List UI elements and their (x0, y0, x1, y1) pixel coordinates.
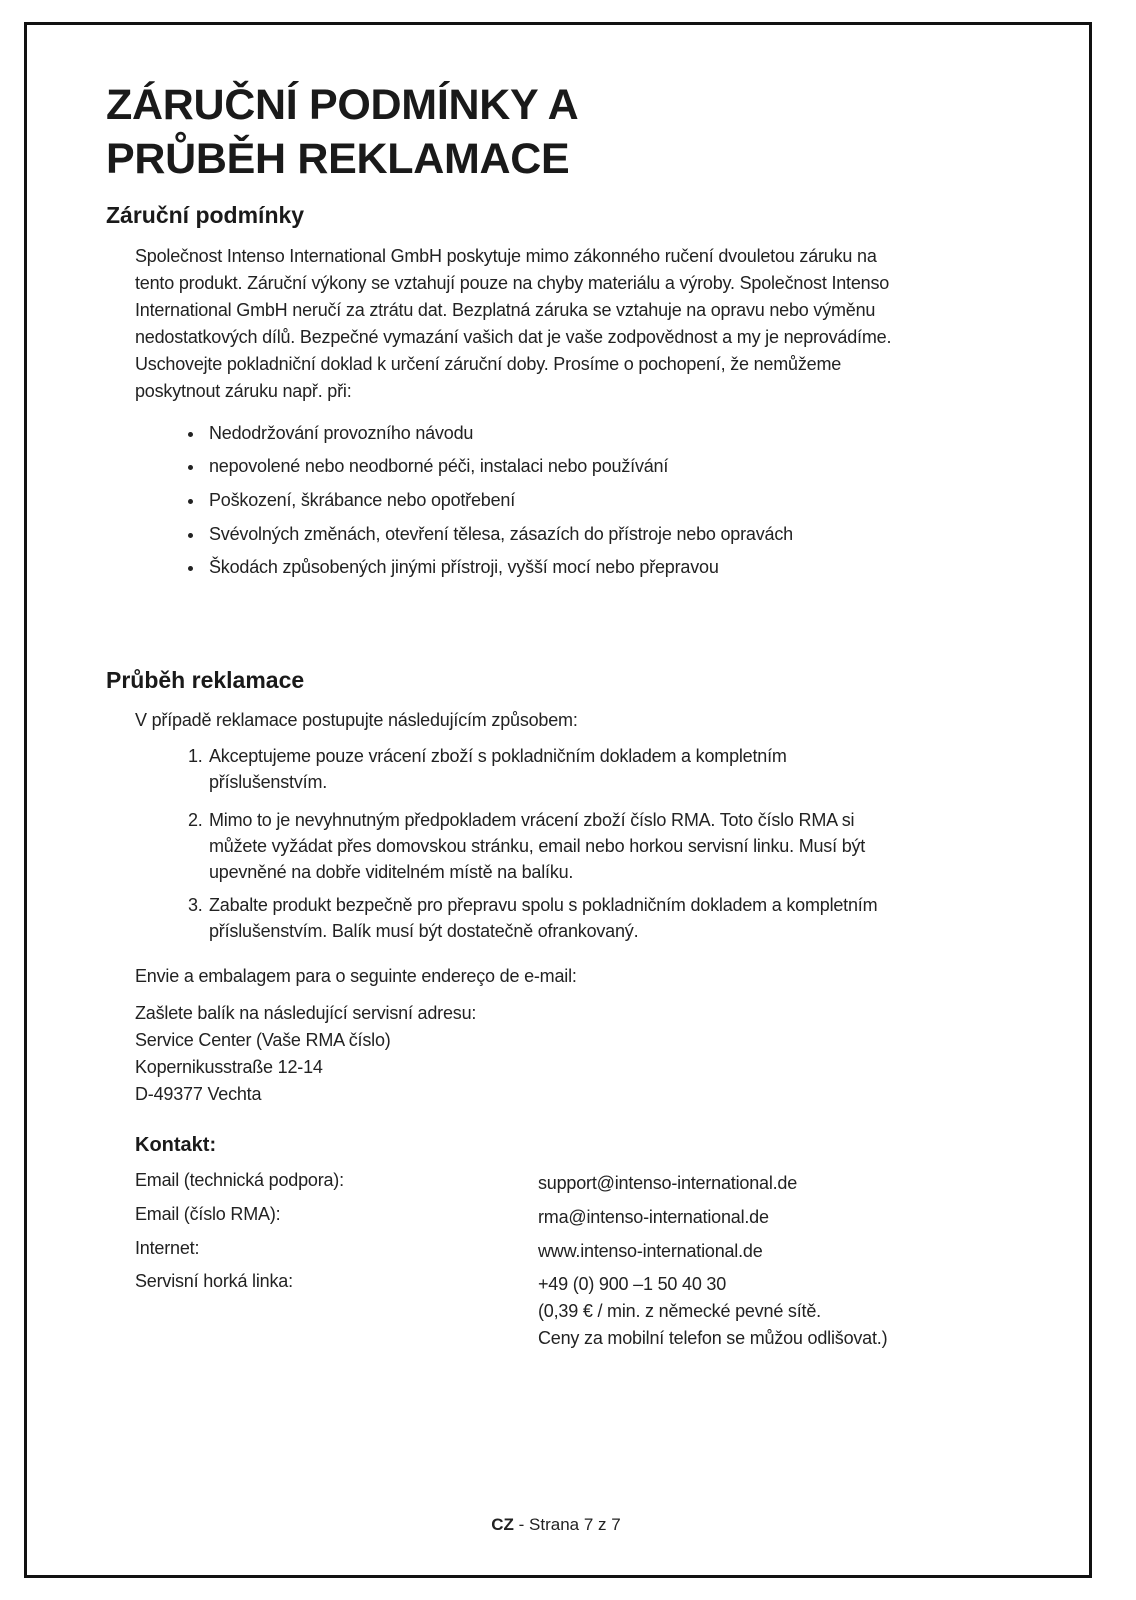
paragraph-line: International GmbH neručí za ztrátu dat. Bezplatná záruka se vztahuje na opravu nebo výměnu (135, 300, 876, 320)
bullet-icon (188, 533, 193, 538)
title-line: PRŮBĚH REKLAMACE (106, 135, 570, 183)
claims-heading: Průběh reklamace (106, 667, 305, 693)
contact-row (135, 1170, 798, 1193)
bullet-text: Poškození, škrábance nebo opotřebení (209, 490, 516, 510)
hotline-note: Ceny za mobilní telefon se můžou odlišovat.) (538, 1328, 888, 1348)
hotline-block (538, 1271, 887, 1352)
contact-label: Servisní horká linka: (135, 1271, 293, 1291)
page-title (106, 78, 578, 186)
step-number: 1. (188, 746, 203, 766)
bullet-icon (188, 566, 193, 571)
bullet-icon (188, 432, 193, 437)
paragraph-line: Společnost Intenso International GmbH poskytuje mimo zákonného ručení dvouletou záruku na (135, 246, 877, 266)
paragraph-line: poskytnout záruku např. při: (135, 381, 352, 401)
contact-row (135, 1238, 763, 1261)
page-number: - Strana 7 z 7 (513, 1515, 621, 1534)
title-line: ZÁRUČNÍ PODMÍNKY A (106, 81, 579, 129)
paragraph-line: tento produkt. Záruční výkony se vztahují pouze na chyby materiálu a výroby. Společnost Intenso (135, 273, 890, 293)
contact-heading: Kontakt: (135, 1134, 217, 1156)
address-line: Service Center (Vaše RMA číslo) (135, 1030, 391, 1050)
step-line: upevněné na dobře viditelném místě na balíku. (209, 862, 574, 882)
step-line: příslušenstvím. Balík musí být dostatečně ofrankovaný. (209, 921, 639, 941)
step-line: Mimo to je nevyhnutným předpokladem vrácení zboží číslo RMA. Toto číslo RMA si (209, 810, 855, 830)
contact-value[interactable]: support@intenso-international.de (538, 1173, 798, 1193)
envie-text: Envie a embalagem para o seguinte endereço de e-mail: (135, 966, 577, 986)
contact-value[interactable]: rma@intenso-international.de (538, 1207, 769, 1227)
step-line: můžete vyžádat přes domovskou stránku, email nebo horkou servisní linku. Musí být (209, 836, 866, 856)
contact-row (135, 1271, 888, 1348)
contact-row (135, 1204, 769, 1227)
bullet-text: Svévolných změnách, otevření tělesa, zásazích do přístroje nebo opravách (209, 524, 793, 544)
hotline-note: (0,39 € / min. z německé pevné sítě. (538, 1301, 821, 1321)
bullet-text: nepovolené nebo neodborné péči, instalaci nebo používání (209, 456, 669, 476)
step-line: Akceptujeme pouze vrácení zboží s pokladničním dokladem a kompletním (209, 746, 787, 766)
contact-value: +49 (0) 900 –1 50 40 30 (538, 1274, 727, 1294)
bullet-text: Škodách způsobených jinými přístroji, vyšší mocí nebo přepravou (209, 557, 719, 577)
service-address (135, 1000, 476, 1108)
bullet-icon (188, 465, 193, 470)
step-number: 3. (188, 895, 203, 915)
page-footer (0, 1515, 1112, 1535)
address-line: Zašlete balík na následující servisní adresu: (135, 1003, 477, 1023)
paragraph-line: Uschovejte pokladniční doklad k určení záruční doby. Prosíme o pochopení, že nemůžeme (135, 354, 842, 374)
bullet-icon (188, 499, 193, 504)
address-line: Kopernikusstraße 12-14 (135, 1057, 323, 1077)
contact-value[interactable]: www.intenso-international.de (538, 1241, 763, 1261)
contact-label: Email (technická podpora): (135, 1170, 344, 1190)
step-number: 2. (188, 810, 203, 830)
step-line: Zabalte produkt bezpečně pro přepravu spolu s pokladničním dokladem a kompletním (209, 895, 878, 915)
claims-intro: V případě reklamace postupujte následujícím způsobem: (135, 710, 578, 730)
warranty-heading: Záruční podmínky (106, 202, 305, 228)
footer-lang: CZ (491, 1515, 514, 1534)
paragraph-line: nedostatkových dílů. Bezpečné vymazání vašich dat je vaše zodpovědnost a my je neprovádíme. (135, 327, 892, 347)
step-line: příslušenstvím. (209, 772, 328, 792)
warranty-paragraph (135, 243, 891, 405)
address-line: D-49377 Vechta (135, 1084, 262, 1104)
contact-label: Internet: (135, 1238, 200, 1258)
bullet-text: Nedodržování provozního návodu (209, 423, 474, 443)
contact-label: Email (číslo RMA): (135, 1204, 281, 1224)
